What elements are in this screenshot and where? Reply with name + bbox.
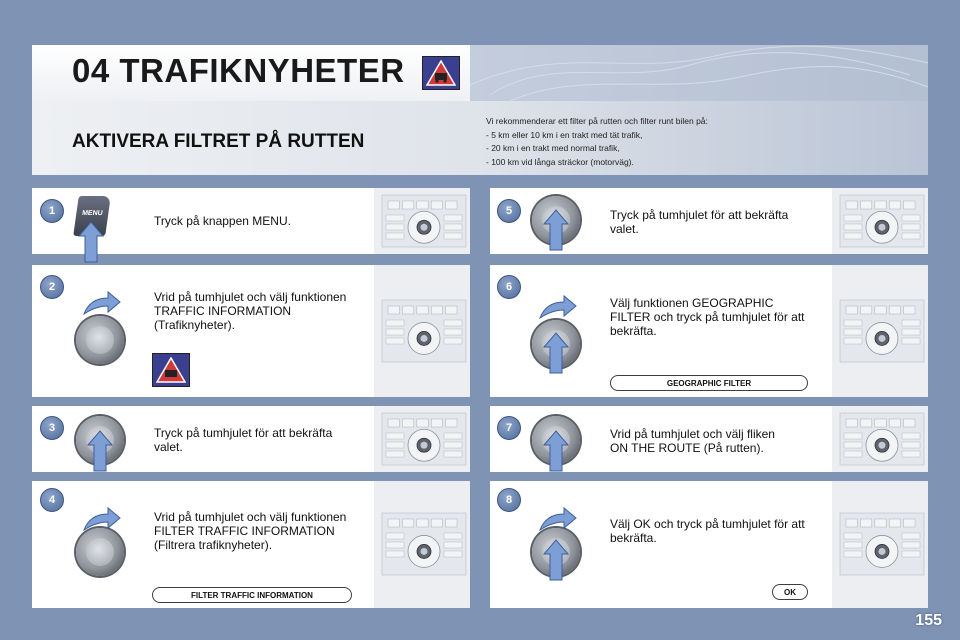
thumbwheel-icon bbox=[76, 528, 124, 576]
thumbwheel-icon bbox=[532, 416, 580, 464]
recommendation-line: - 100 km vid långa sträckor (motorväg). bbox=[486, 156, 634, 167]
page-title: 04 TRAFIKNYHETER bbox=[72, 52, 405, 89]
recommendation-line: - 5 km eller 10 km i en trakt med tät trafik, bbox=[486, 129, 643, 140]
section-title: AKTIVERA FILTRET PÅ RUTTEN bbox=[72, 131, 365, 152]
step-number-badge: 8 bbox=[497, 488, 521, 512]
menu-option-tag: OK bbox=[772, 584, 808, 600]
recommendation-text bbox=[486, 115, 906, 169]
step-text: Tryck på tumhjulet för att bekräfta valet. bbox=[610, 208, 789, 236]
thumbwheel-icon bbox=[76, 416, 124, 464]
step-number-badge: 5 bbox=[497, 199, 521, 223]
recommendation-line: - 20 km i en trakt med normal trafik, bbox=[486, 143, 620, 153]
step-number-badge: 7 bbox=[497, 416, 521, 440]
traffic-warning-icon bbox=[422, 56, 460, 90]
step-number-badge: 6 bbox=[497, 275, 521, 299]
step-text: Vrid på tumhjulet och välj funktionen TRAFFIC INFORMATION (Trafiknyheter). bbox=[154, 290, 347, 332]
menu-option-tag: FILTER TRAFFIC INFORMATION bbox=[152, 587, 352, 603]
thumbwheel-icon bbox=[532, 196, 580, 244]
header-decoration bbox=[470, 45, 928, 101]
recommendation-line: Vi rekommenderar ett filter på rutten och filter runt bilen på: bbox=[486, 116, 708, 126]
step-text: Tryck på knappen MENU. bbox=[154, 214, 291, 228]
thumbwheel-icon bbox=[532, 320, 580, 368]
thumbwheel-icon bbox=[532, 528, 580, 576]
traffic-warning-icon bbox=[152, 353, 190, 387]
step-text: Vrid på tumhjulet och välj fliken ON THE ROUTE (På rutten). bbox=[610, 427, 775, 455]
step-number-badge: 1 bbox=[40, 199, 64, 223]
step-number-badge: 3 bbox=[40, 416, 64, 440]
step-text: Tryck på tumhjulet för att bekräfta valet. bbox=[154, 426, 333, 454]
menu-option-tag: GEOGRAPHIC FILTER bbox=[610, 375, 808, 391]
page-number: 155 bbox=[915, 612, 942, 629]
step-text: Välj funktionen GEOGRAPHIC FILTER och tryck på tumhjulet för att bekräfta. bbox=[610, 296, 805, 338]
menu-button: MENU bbox=[73, 196, 111, 236]
step-text: Välj OK och tryck på tumhjulet för att bekräfta. bbox=[610, 517, 805, 545]
step-number-badge: 2 bbox=[40, 275, 64, 299]
thumbwheel-icon bbox=[76, 316, 124, 364]
step-text: Vrid på tumhjulet och välj funktionen FILTER TRAFFIC INFORMATION (Filtrera trafiknyheter). bbox=[154, 510, 347, 552]
step-number-badge: 4 bbox=[40, 488, 64, 512]
